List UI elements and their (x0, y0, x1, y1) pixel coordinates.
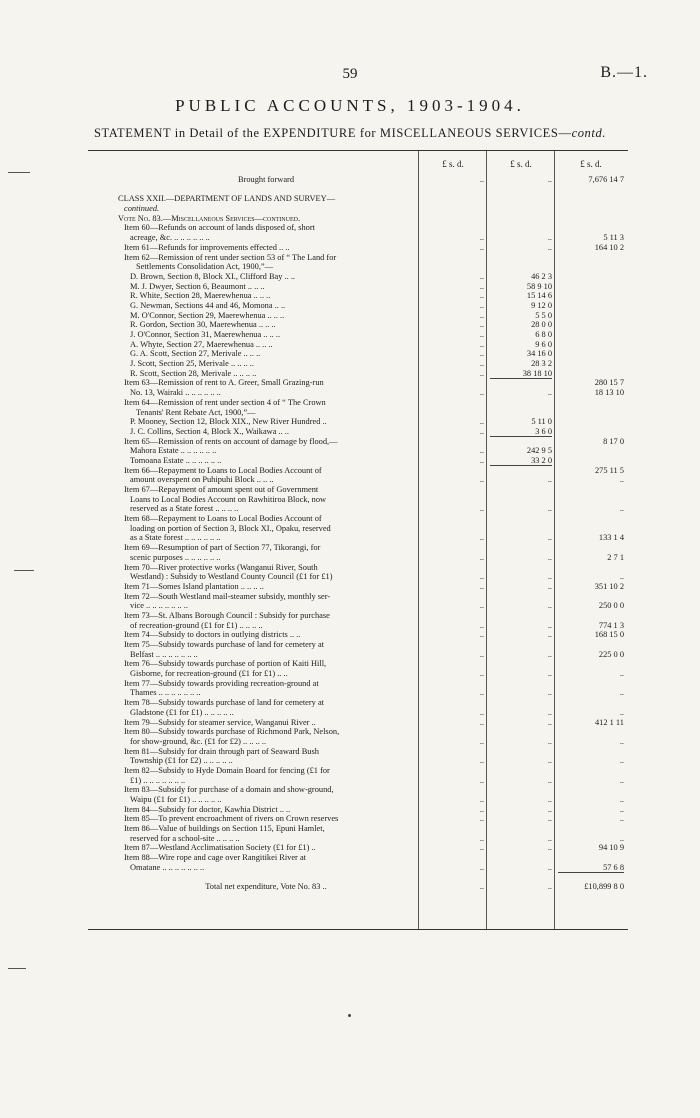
table-row (88, 311, 628, 321)
table-row (88, 563, 628, 573)
amount-col-1: .. (479, 707, 484, 717)
table-row (88, 185, 628, 195)
amount-col-2: 242 9 5 (526, 446, 552, 456)
amount-col-2: .. (547, 756, 552, 766)
table-row (88, 378, 628, 388)
amount-col-2: 5 11 0 (531, 417, 552, 427)
row-description: Thames .. .. .. .. .. .. .. (130, 688, 201, 698)
table-row (88, 330, 628, 340)
row-description: Item 83—Subsidy for purchase of a domain and show-ground, (124, 785, 334, 795)
amount-col-3: 412 1 11 (594, 717, 624, 727)
amount-col-2: .. (547, 620, 552, 630)
amount-col-2: 28 0 0 (531, 320, 552, 330)
table-row (88, 611, 628, 621)
table-row (88, 243, 628, 253)
amount-col-1: .. (479, 833, 484, 843)
amount-col-1: .. (479, 446, 484, 456)
amount-col-2: .. (547, 475, 552, 485)
amount-col-2: 5 5 0 (535, 310, 552, 320)
table-row (88, 388, 628, 398)
table-row (88, 466, 628, 476)
table-row (88, 747, 628, 757)
expenditure-table (88, 150, 628, 930)
amount-col-2: .. (547, 833, 552, 843)
amount-col-3: 57 6 8 (603, 862, 624, 872)
amount-col-1: .. (479, 417, 484, 427)
row-description: Gladstone (£1 for £1) .. .. .. .. .. (130, 707, 234, 717)
row-description: Township (£1 for £2) .. .. .. .. .. (130, 756, 233, 766)
row-description: Gisborne, for recreation-ground (£1 for £1) .. .. (130, 669, 288, 679)
table-row (88, 223, 628, 233)
amount-col-3: 250 0 0 (598, 601, 624, 611)
table-row (88, 262, 628, 272)
amount-col-3: 280 15 7 (594, 378, 624, 388)
subheading-text: STATEMENT in Detail of the EXPENDITURE for MISCELLANEOUS SERVICES— (93, 126, 572, 140)
page-number: 59 (342, 66, 358, 82)
table-row (88, 640, 628, 650)
table-row (88, 659, 628, 669)
amount-col-1: .. (479, 271, 484, 281)
amount-col-1: .. (479, 882, 484, 892)
row-description: Item 77—Subsidy towards providing recreation-ground at (124, 678, 319, 688)
table-row (88, 873, 628, 883)
row-description: for show-ground, &c. (£1 for £2) .. .. .. .. (130, 736, 267, 746)
amount-col-2: .. (547, 688, 552, 698)
table-row (88, 601, 628, 611)
table-row (88, 543, 628, 553)
amount-col-3: 5 11 3 (603, 233, 624, 243)
row-description: No. 13, Wairaki .. .. .. .. .. .. (130, 388, 221, 398)
scan-speck (348, 1014, 351, 1017)
column-header-1: £ s. d. (442, 159, 464, 169)
amount-col-2: .. (547, 630, 552, 640)
row-description: R. Scott, Section 28, Merivale .. .. .. .. (130, 368, 257, 378)
row-description: CLASS XXII.—DEPARTMENT OF LANDS AND SURVEY— (118, 194, 336, 204)
amount-col-1: .. (479, 330, 484, 339)
amount-col-1: .. (479, 455, 484, 465)
amount-col-3: .. (619, 775, 624, 785)
amount-col-2: .. (547, 175, 552, 184)
table-row (88, 291, 628, 301)
amount-col-1: .. (479, 426, 484, 436)
amount-col-3: .. (619, 688, 624, 698)
amount-col-1: .. (479, 504, 484, 514)
table-row (88, 514, 628, 524)
amount-col-1: .. (479, 581, 484, 591)
amount-col-2: .. (547, 233, 552, 243)
row-description: continued. (124, 204, 160, 214)
amount-col-3: 164 10 2 (594, 242, 624, 252)
table-row (88, 446, 628, 456)
amount-col-2: .. (547, 795, 552, 804)
row-description: P. Mooney, Section 12, Block XIX., New River Hundred .. (130, 417, 327, 427)
amount-col-2: 34 16 0 (526, 349, 552, 359)
amount-col-2: 15 14 6 (526, 291, 552, 301)
amount-col-1: .. (479, 175, 484, 184)
row-description: loading on portion of Section 3, Block XI., Opaku, reserved (130, 523, 331, 533)
table-row (88, 214, 628, 224)
table-row (88, 621, 628, 631)
amount-col-3: 275 11 5 (594, 465, 624, 475)
amount-col-3: 225 0 0 (598, 649, 624, 659)
column-header-2: £ s. d. (510, 159, 532, 169)
amount-col-1: .. (479, 388, 484, 398)
row-description: Total net expenditure, Vote No. 83 .. (205, 882, 327, 892)
amount-col-1: .. (479, 339, 484, 349)
row-description: Item 76—Subsidy towards purchase of portion of Kaiti Hill, (124, 659, 327, 669)
table-row (88, 340, 628, 350)
amount-col-2: 3 6 0 (535, 426, 552, 436)
table-row (88, 194, 628, 204)
amount-col-1: .. (479, 552, 484, 562)
row-description: Item 67—Repayment of amount spent out of Government (124, 485, 319, 494)
row-description: Item 72—South Westland mail-steamer subsidy, monthly ser- (124, 591, 331, 601)
row-description: reserved as a State forest .. .. .. .. (130, 504, 239, 514)
amount-col-1: .. (479, 320, 484, 330)
row-description: R. Gordon, Section 30, Maerewhenua .. .. .. (130, 320, 276, 330)
table-row (88, 688, 628, 698)
row-description: Item 78—Subsidy towards purchase of land for cemetery at (124, 698, 325, 708)
table-row (88, 853, 628, 863)
table-row (88, 737, 628, 747)
row-description: Item 70—River protective works (Wanganui River, South (124, 562, 318, 572)
row-description: as a State forest .. .. .. .. .. .. (130, 533, 221, 543)
row-description: G. Newman, Sections 44 and 46, Momona .. .. (130, 300, 286, 310)
row-description: Item 71—Somes Island plantation .. .. .. .. (124, 581, 264, 591)
amount-col-2: .. (547, 572, 552, 582)
table-row (88, 698, 628, 708)
amount-col-1: .. (479, 717, 484, 727)
row-description: D. Brown, Section 8, Block XI., Clifford Bay .. .. (130, 271, 296, 281)
amount-col-3: 8 17 0 (603, 436, 624, 446)
row-description: Brought forward (237, 175, 295, 184)
page-subheading (0, 126, 700, 141)
table-row (88, 495, 628, 505)
row-description: A. Whyte, Section 27, Maerewhenua .. .. .. (130, 339, 273, 349)
amount-col-2: .. (547, 882, 552, 892)
table-row (88, 834, 628, 844)
row-description: Item 85—To prevent encroachment of rivers on Crown reserves (124, 814, 339, 824)
amount-col-1: .. (479, 359, 484, 369)
table-row (88, 718, 628, 728)
row-description: J. C. Collins, Section 4, Block X., Waikawa .. .. (130, 426, 289, 436)
amount-col-1: .. (479, 281, 484, 291)
row-description: £1) .. .. .. .. .. .. .. (130, 775, 186, 785)
table-row (88, 650, 628, 660)
row-description: Item 66—Repayment to Loans to Local Bodies Account of (124, 465, 322, 475)
amount-col-3: 7,676 14 7 (588, 175, 624, 184)
table-row (88, 253, 628, 263)
table-row (88, 582, 628, 592)
table-row (88, 272, 628, 282)
amount-col-2: .. (547, 814, 552, 824)
row-description: R. White, Section 28, Maerewhenua .. .. .. (130, 291, 271, 301)
table-row (88, 669, 628, 679)
amount-col-3: .. (619, 804, 624, 814)
amount-col-2: .. (547, 388, 552, 398)
amount-col-1: .. (479, 795, 484, 804)
amount-col-1: .. (479, 291, 484, 301)
amount-col-2: .. (547, 775, 552, 785)
row-description: Item 64—Remission of rent under section 4 of “ The Crown (124, 397, 326, 407)
amount-col-1: .. (479, 368, 484, 378)
table-row (88, 408, 628, 418)
scan-mark (14, 570, 34, 571)
row-description: Waipu (£1 for £1) .. .. .. .. .. (130, 795, 222, 804)
amount-col-2: .. (547, 736, 552, 746)
table-row (88, 282, 628, 292)
row-description: Item 68—Repayment to Loans to Local Bodies Account of (124, 514, 322, 524)
amount-col-2: .. (547, 533, 552, 543)
page-heading: PUBLIC ACCOUNTS, 1903-1904. (175, 96, 525, 115)
table-row (88, 592, 628, 602)
amount-col-3: 168 15 0 (594, 630, 624, 640)
amount-col-1: .. (479, 756, 484, 766)
amount-col-2: .. (547, 843, 552, 853)
amount-col-2: 46 2 3 (531, 271, 552, 281)
amount-col-2: .. (547, 504, 552, 514)
amount-col-2: .. (547, 552, 552, 562)
amount-col-3: .. (619, 795, 624, 804)
amount-col-1: .. (479, 736, 484, 746)
table-row (88, 175, 628, 185)
table-row (88, 572, 628, 582)
amount-col-1: .. (479, 601, 484, 611)
amount-col-3: .. (619, 504, 624, 514)
row-description: Vote No. 83.—Miscellaneous Services—continued. (118, 213, 301, 223)
amount-col-2: .. (547, 601, 552, 611)
table-row (88, 814, 628, 824)
amount-col-1: .. (479, 242, 484, 252)
table-row (88, 437, 628, 447)
row-description: J. Scott, Section 25, Merivale .. .. .. .. (130, 359, 254, 369)
table-row (88, 398, 628, 408)
table-row (88, 475, 628, 485)
table-row (88, 795, 628, 805)
amount-col-1: .. (479, 310, 484, 320)
row-description: Item 63—Remission of rent to A. Greer, Small Grazing-run (124, 378, 324, 388)
row-description: Item 84—Subsidy for doctor, Kawhia District .. .. (124, 804, 291, 814)
table-row (88, 301, 628, 311)
table-row (88, 369, 628, 379)
scan-mark (8, 968, 26, 969)
amount-col-1: .. (479, 804, 484, 814)
table-row (88, 359, 628, 369)
amount-col-1: .. (479, 649, 484, 659)
row-description: Item 74—Subsidy to doctors in outlying districts .. .. (124, 630, 301, 640)
amount-col-1: .. (479, 814, 484, 824)
amount-col-2: .. (547, 242, 552, 252)
amount-col-3: .. (619, 707, 624, 717)
row-description: Item 80—Subsidy towards purchase of Richmond Park, Nelson, (124, 727, 340, 737)
amount-col-1: .. (479, 688, 484, 698)
amount-col-1: .. (479, 862, 484, 872)
row-description: Item 87—Westland Acclimatisation Society (£1 for £1) .. (124, 843, 316, 853)
table-row (88, 504, 628, 514)
row-description: Item 65—Remission of rents on account of damage by flood,— (124, 436, 338, 446)
amount-col-2: .. (547, 581, 552, 591)
row-description: Item 69—Resumption of part of Section 77, Tikorangi, for (124, 543, 321, 553)
amount-col-1: .. (479, 300, 484, 310)
row-description: of recreation-ground (£1 for £1) .. .. .. .. (130, 620, 263, 630)
amount-col-2: 6 8 0 (535, 330, 552, 339)
amount-col-1: .. (479, 775, 484, 785)
amount-col-2: 9 12 0 (531, 300, 552, 310)
row-description: Westland) : Subsidy to Westland County Council (£1 for £1) (130, 572, 333, 582)
table-row (88, 233, 628, 243)
amount-col-1: .. (479, 349, 484, 359)
row-description: Mahora Estate .. .. .. .. .. .. (130, 446, 217, 456)
table-row (88, 630, 628, 640)
column-header-3: £ s. d. (580, 159, 602, 169)
row-description: amount overspent on Puhipuhi Block .. .. .. (130, 475, 274, 485)
table-row (88, 805, 628, 815)
amount-col-2: 58 9 10 (526, 281, 552, 291)
amount-col-1: .. (479, 475, 484, 485)
row-description: J. O'Connor, Section 31, Maerewhenua .. .. .. (130, 330, 281, 339)
table-row (88, 727, 628, 737)
amount-col-1: .. (479, 620, 484, 630)
row-description: Item 60—Refunds on account of lands disposed of, short (124, 223, 315, 233)
row-description: Item 81—Subsidy for drain through part of Seaward Bush (124, 746, 319, 756)
row-description: Item 82—Subsidy to Hyde Domain Board for fencing (£1 for (124, 765, 330, 775)
table-row (88, 824, 628, 834)
amount-col-3: £10,899 8 0 (584, 882, 624, 892)
row-description: Item 62—Remission of rent under section 53 of “ The Land for (124, 252, 337, 262)
table-row (88, 456, 628, 466)
amount-col-2: .. (547, 649, 552, 659)
amount-col-1: .. (479, 843, 484, 853)
table-row (88, 485, 628, 495)
amount-col-2: 28 3 2 (531, 359, 552, 369)
row-description: acreage, &c. .. .. .. .. .. .. (130, 233, 210, 243)
amount-col-2: .. (547, 669, 552, 679)
row-description: vice .. .. .. .. .. .. .. (130, 601, 188, 611)
amount-col-2: .. (547, 804, 552, 814)
subheading-contd: contd. (571, 126, 607, 140)
table-row (88, 524, 628, 534)
amount-col-3: 133 1 4 (598, 533, 624, 543)
row-description: Omatane .. .. .. .. .. .. .. (130, 862, 205, 872)
table-row (88, 843, 628, 853)
table-body (88, 175, 628, 892)
amount-col-2: 9 6 0 (535, 339, 552, 349)
table-row (88, 320, 628, 330)
table-row (88, 553, 628, 563)
table-row (88, 882, 628, 892)
row-description: G. A. Scott, Section 27, Merivale .. .. .. (130, 349, 261, 359)
amount-col-3: 18 13 10 (594, 388, 624, 398)
row-description: scenic purposes .. .. .. .. .. .. (130, 552, 221, 562)
table-row (88, 679, 628, 689)
row-description: Item 86—Value of buildings on Section 115, Epuni Hamlet, (124, 824, 325, 834)
amount-col-1: .. (479, 533, 484, 543)
table-row (88, 204, 628, 214)
table-row (88, 863, 628, 873)
amount-col-2: 38 18 10 (522, 368, 552, 378)
amount-col-2: .. (547, 862, 552, 872)
row-description: Item 88—Wire rope and cage over Rangitikei River at (124, 853, 306, 863)
amount-col-3: .. (619, 814, 624, 824)
table-row (88, 785, 628, 795)
amount-col-3: .. (619, 736, 624, 746)
row-description: M. O'Connor, Section 29, Maerewhenua .. .. .. (130, 310, 285, 320)
scan-mark (8, 172, 30, 173)
table-row (88, 708, 628, 718)
row-description: reserved for a school-site .. .. .. .. (130, 833, 240, 843)
amount-col-3: .. (619, 833, 624, 843)
row-description: Settlements Consolidation Act, 1900,”— (136, 262, 274, 272)
table-row (88, 417, 628, 427)
amount-col-3: .. (619, 475, 624, 485)
row-description: Item 61—Refunds for improvements effected .. .. (124, 242, 290, 252)
row-description: Tomoana Estate .. .. .. .. .. .. (130, 455, 222, 465)
amount-col-1: .. (479, 669, 484, 679)
amount-col-2: .. (547, 717, 552, 727)
table-row (88, 349, 628, 359)
row-description: Item 75—Subsidy towards purchase of land for cemetery at (124, 640, 325, 649)
row-description: Loans to Local Bodies Account on Rawhitiroa Block, now (130, 494, 327, 504)
amount-col-3: .. (619, 572, 624, 582)
row-description: Belfast .. .. .. .. .. .. .. (130, 649, 198, 659)
table-row (88, 766, 628, 776)
amount-col-3: 774 1 3 (598, 620, 624, 630)
row-description: Tenants' Rent Rebate Act, 1900,”— (136, 407, 256, 417)
amount-col-2: 33 2 0 (531, 455, 552, 465)
amount-col-3: 94 10 9 (598, 843, 624, 853)
amount-col-3: .. (619, 756, 624, 766)
table-row (88, 776, 628, 786)
table-row (88, 756, 628, 766)
amount-col-2: .. (547, 707, 552, 717)
row-description: M. J. Dwyer, Section 6, Beaumont .. .. .. (130, 281, 265, 291)
row-description: Item 73—St. Albans Borough Council : Subsidy for purchase (124, 610, 330, 620)
row-description: Item 79—Subsidy for steamer service, Wanganui River .. (124, 717, 316, 727)
amount-col-1: .. (479, 630, 484, 640)
amount-col-1: .. (479, 233, 484, 243)
amount-col-3: 2 7 1 (607, 552, 624, 562)
amount-col-3: 351 10 2 (594, 581, 624, 591)
amount-col-3: .. (619, 669, 624, 679)
table-row (88, 427, 628, 437)
series-code: B.—1. (600, 64, 648, 81)
amount-col-1: .. (479, 572, 484, 582)
table-row (88, 533, 628, 543)
